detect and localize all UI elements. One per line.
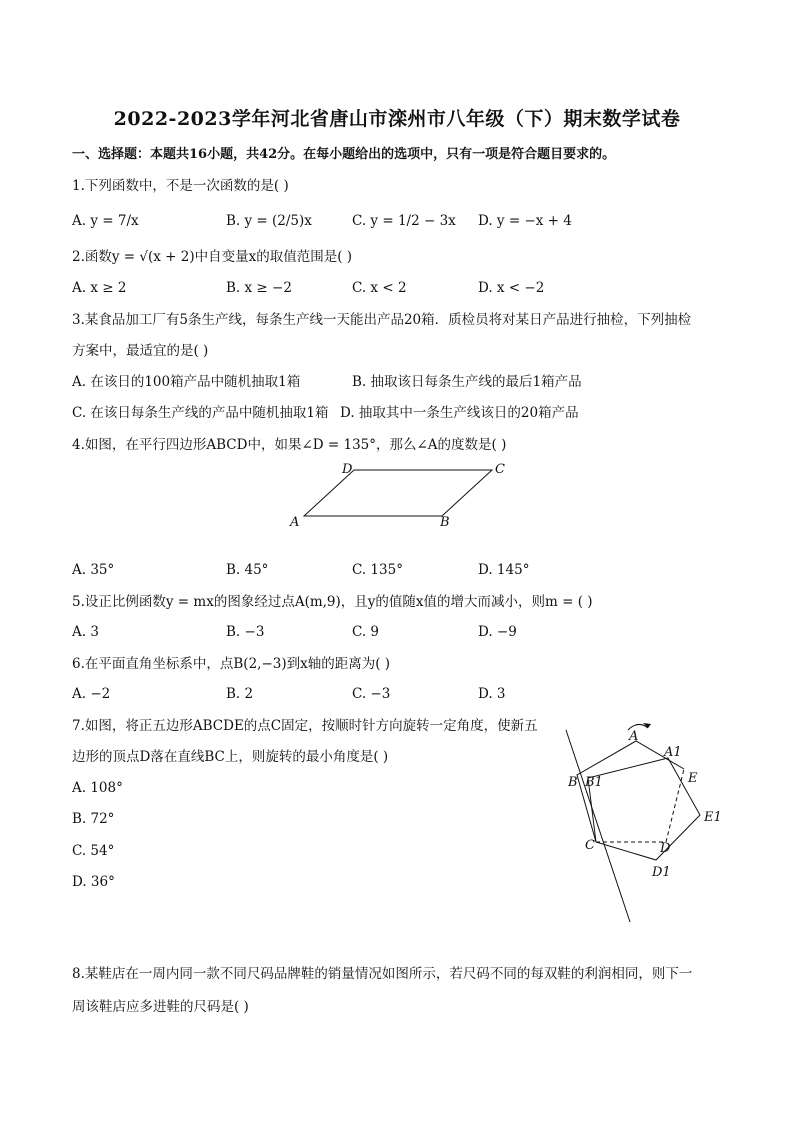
question-7-option-b: B. 72°: [72, 811, 115, 827]
question-6-stem: 6.在平面直角坐标系中，点B(2,−3)到x轴的距离为( ): [72, 656, 391, 672]
question-3-stem-line-1: 3.某食品加工厂有5条生产线，每条生产线一天能出产品20箱．质检员将对某日产品进行抽检，下列抽检: [72, 312, 692, 328]
label-e: E: [688, 771, 698, 786]
label-d: D: [660, 841, 671, 856]
label-d: D: [342, 462, 353, 477]
question-5-stem: 5.设正比例函数y = mx的图象经过点A(m,9)，且y的值随x值的增大而减小，则m = ( ): [72, 594, 593, 610]
question-3-option-d: D. 抽取其中一条生产线该日的20箱产品: [340, 405, 579, 421]
question-8-stem-line-1: 8.某鞋店在一周内同一款不同尺码品牌鞋的销量情况如图所示，若尺码不同的每双鞋的利润相同，则下一: [72, 966, 693, 982]
parallelogram-abcd: [304, 470, 492, 516]
question-3-option-b: B. 抽取该日每条生产线的最后1箱产品: [352, 374, 582, 390]
page-title: 2022-2023学年河北省唐山市滦州市八年级（下）期末数学试卷: [113, 108, 681, 130]
question-1-option-d: D. y = −x + 4: [478, 213, 572, 229]
question-1-stem: 1.下列函数中，不是一次函数的是( ): [72, 178, 289, 194]
question-4-option-b: B. 45°: [226, 562, 269, 578]
question-3-stem-line-2: 方案中，最适宜的是( ): [72, 343, 209, 359]
label-c: C: [585, 838, 595, 853]
question-2-stem: 2.函数y = √(x + 2)中自变量x的取值范围是( ): [72, 249, 353, 265]
question-4-stem: 4.如图，在平行四边形ABCD中，如果∠D = 135°，那么∠A的度数是( ): [72, 437, 507, 453]
question-4-option-a: A. 35°: [72, 562, 115, 578]
question-6-option-b: B. 2: [226, 686, 254, 702]
section-heading: 一、选择题：本题共16小题，共42分。在每小题给出的选项中，只有一项是符合题目要求的。: [72, 147, 616, 162]
question-3-option-a: A. 在该日的100箱产品中随机抽取1箱: [72, 374, 301, 390]
question-5-option-a: A. 3: [72, 624, 99, 640]
question-5-option-b: B. −3: [226, 624, 265, 640]
question-4-option-d: D. 145°: [478, 562, 530, 578]
label-b: B: [568, 775, 578, 790]
question-6-option-a: A. −2: [72, 686, 111, 702]
label-d1: D1: [652, 865, 671, 880]
question-6-option-c: C. −3: [352, 686, 391, 702]
question-1-option-b: B. y = (2/5)x: [226, 213, 312, 229]
label-a: A: [290, 515, 300, 530]
question-8-stem-line-2: 周该鞋店应多进鞋的尺码是( ): [72, 999, 249, 1015]
label-a1: A1: [664, 745, 682, 760]
question-7-stem-line-2: 边形的顶点D落在直线BC上，则旋转的最小角度是( ): [72, 749, 389, 765]
line-bc: [566, 730, 630, 922]
question-1-option-c: C. y = 1/2 − 3x: [352, 213, 456, 229]
question-7-option-a: A. 108°: [72, 780, 123, 796]
question-2-option-b: B. x ≥ −2: [226, 280, 292, 296]
pentagon-rotation-figure: [560, 718, 730, 928]
label-a: A: [629, 729, 639, 744]
question-7-option-c: C. 54°: [72, 843, 115, 859]
label-e1: E1: [704, 810, 722, 825]
question-3-option-c: C. 在该日每条生产线的产品中随机抽取1箱: [72, 405, 329, 421]
label-b: B: [440, 515, 450, 530]
parallelogram-figure: [280, 458, 520, 534]
pentagon-abcde-dashed: [596, 769, 684, 842]
question-5-option-c: C. 9: [352, 624, 380, 640]
question-2-option-d: D. x < −2: [478, 280, 545, 296]
label-b1: B1: [585, 775, 603, 790]
question-6-option-d: D. 3: [478, 686, 506, 702]
label-c: C: [495, 462, 505, 477]
question-2-option-c: C. x < 2: [352, 280, 407, 296]
question-1-option-a: A. y = 7/x: [72, 213, 139, 229]
question-7-option-d: D. 36°: [72, 874, 115, 890]
question-4-option-c: C. 135°: [352, 562, 403, 578]
question-7-stem-line-1: 7.如图，将正五边形ABCDE的点C固定，按顺时针方向旋转一定角度，使新五: [72, 718, 538, 734]
question-5-option-d: D. −9: [478, 624, 517, 640]
question-2-option-a: A. x ≥ 2: [72, 280, 127, 296]
